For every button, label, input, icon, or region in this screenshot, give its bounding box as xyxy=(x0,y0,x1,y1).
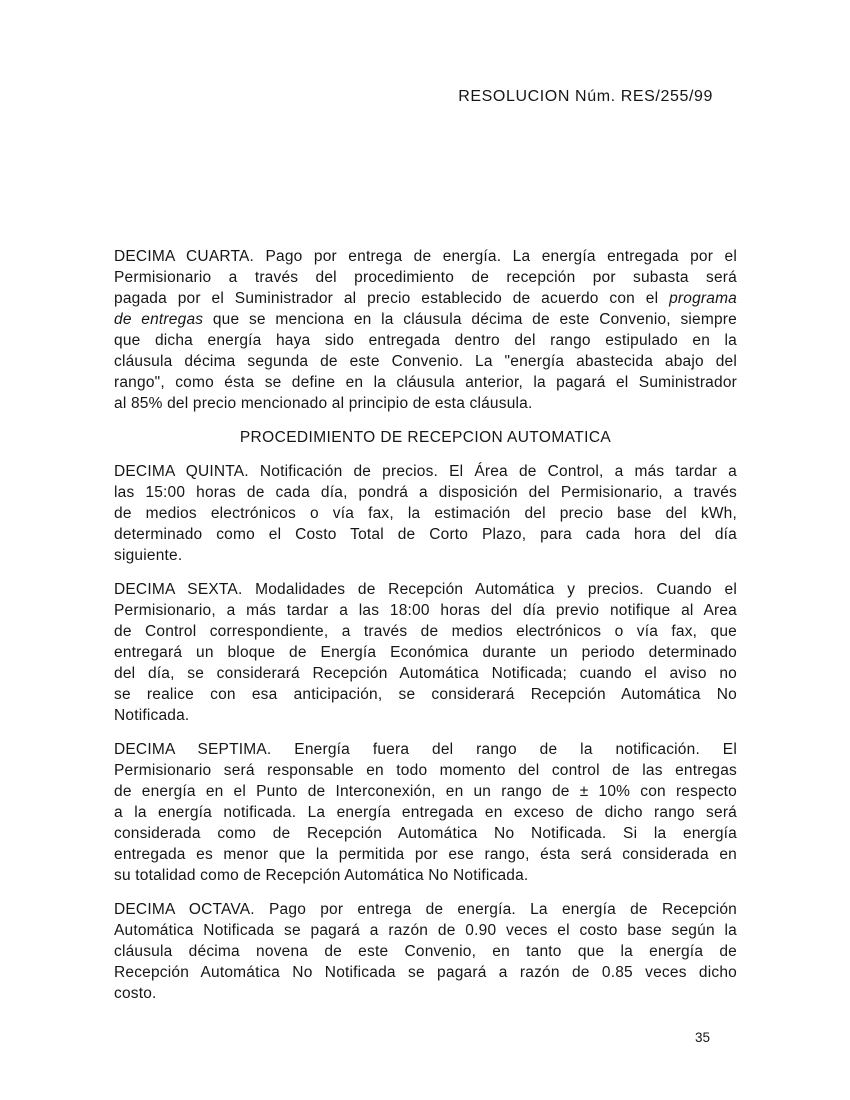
text-line: cláusula décima novena de este Convenio, en tanto que la energía de xyxy=(114,943,737,960)
text-line: del día, se considerará Recepción Automática Notificada; cuando el aviso no xyxy=(114,665,737,682)
text-line: a la energía notificada. La energía entregada en exceso de dicho rango será xyxy=(114,804,737,821)
text-line: DECIMA QUINTA. Notificación de precios. El Área de Control, a más tardar a xyxy=(114,463,737,480)
document-body xyxy=(114,246,737,1017)
text-line: entregará un bloque de Energía Económica durante un periodo determinado xyxy=(114,644,737,661)
clause-decima-sexta xyxy=(114,579,737,726)
text-line: de entregas que se menciona en la cláusula décima de este Convenio, siempre xyxy=(114,311,737,328)
text-line: su totalidad como de Recepción Automática No Notificada. xyxy=(114,867,529,884)
text-line: DECIMA SEXTA. Modalidades de Recepción Automática y precios. Cuando el xyxy=(114,581,737,598)
text-line: Permisionario a través del procedimiento de recepción por subasta será xyxy=(114,269,737,286)
clause-decima-cuarta xyxy=(114,246,737,414)
text-line: considerada como de Recepción Automática No Notificada. Si la energía xyxy=(114,825,737,842)
text-line: que dicha energía haya sido entregada dentro del rango estipulado en la xyxy=(114,332,737,349)
text-line: determinado como el Costo Total de Corto Plazo, para cada hora del día xyxy=(114,526,737,543)
text-line: Automática Notificada se pagará a razón de 0.90 veces el costo base según la xyxy=(114,922,737,939)
text-line: siguiente. xyxy=(114,547,183,564)
text-line: DECIMA SEPTIMA. Energía fuera del rango de la notificación. El xyxy=(114,741,737,758)
section-heading: PROCEDIMIENTO DE RECEPCION AUTOMATICA xyxy=(239,429,612,446)
text-line: Recepción Automática No Notificada se pagará a razón de 0.85 veces dicho xyxy=(114,964,737,981)
text-line: DECIMA CUARTA. Pago por entrega de energía. La energía entregada por el xyxy=(114,248,737,265)
text-line: de energía en el Punto de Interconexión, en un rango de ± 10% con respecto xyxy=(114,783,737,800)
clause-decima-septima xyxy=(114,739,737,886)
text-line: cláusula décima segunda de este Convenio. La "energía abastecida abajo del xyxy=(114,353,737,370)
text-line: se realice con esa anticipación, se considerará Recepción Automática No xyxy=(114,686,737,703)
clause-decima-quinta xyxy=(114,461,737,566)
text-line: DECIMA OCTAVA. Pago por entrega de energía. La energía de Recepción xyxy=(114,901,737,918)
text-line: las 15:00 horas de cada día, pondrá a disposición del Permisionario, a través xyxy=(114,484,737,501)
resolution-number-header: RESOLUCION Núm. RES/255/99 xyxy=(458,88,713,105)
text-line: Notificada. xyxy=(114,707,190,724)
text-line: de Control correspondiente, a través de medios electrónicos o vía fax, que xyxy=(114,623,737,640)
clause-decima-octava xyxy=(114,899,737,1004)
text-line: Permisionario, a más tardar a las 18:00 horas del día previo notifique al Area xyxy=(114,602,737,619)
text-line: entregada es menor que la permitida por ese rango, ésta será considerada en xyxy=(114,846,737,863)
text-line: Permisionario será responsable en todo momento del control de las entregas xyxy=(114,762,737,779)
page-number: 35 xyxy=(695,1030,711,1045)
text-line: pagada por el Suministrador al precio establecido de acuerdo con el programa xyxy=(114,290,737,307)
text-line: de medios electrónicos o vía fax, la estimación del precio base del kWh, xyxy=(114,505,737,522)
text-line: rango", como ésta se define en la cláusula anterior, la pagará el Suministrador xyxy=(114,374,737,391)
text-line: al 85% del precio mencionado al principio de esta cláusula. xyxy=(114,395,533,412)
text-line: costo. xyxy=(114,985,157,1002)
